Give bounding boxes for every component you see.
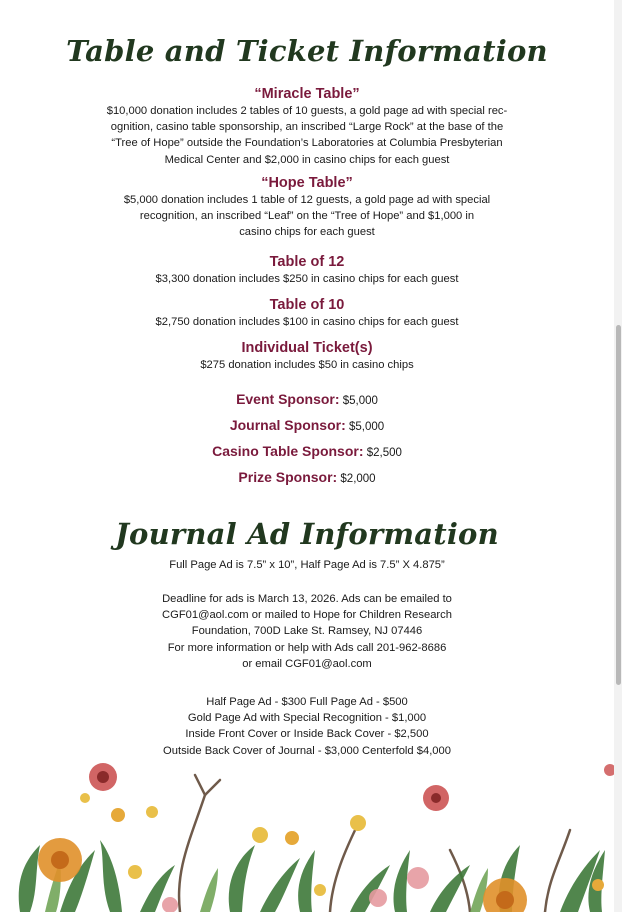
sponsor-label: Event Sponsor: (236, 391, 340, 407)
watercolor-flowers-illustration (0, 750, 614, 912)
table-of-12-heading: Table of 12 (269, 254, 345, 270)
table-info-title: Table and Ticket Information (66, 34, 548, 68)
miracle-line: $10,000 donation includes 2 tables of 10 guests, a gold page ad with special rec- (106, 105, 508, 117)
journal-ad-title: Journal Ad Information (115, 517, 499, 551)
journal-sponsor-row (0, 417, 614, 433)
hope-table-description (0, 192, 614, 241)
scrollbar-track[interactable] (614, 0, 622, 912)
individual-ticket-heading: Individual Ticket(s) (241, 340, 373, 356)
miracle-line: ognition, casino table sponsorship, an inscribed “Large Rock” at the base of the (110, 121, 504, 134)
sponsor-label: Prize Sponsor: (238, 469, 338, 485)
prize-sponsor-row (0, 469, 614, 485)
miracle-line: Medical Center and $2,000 in casino chips for each guest (164, 153, 450, 166)
price-line: Inside Front Cover or Inside Back Cover - $2,500 (185, 728, 429, 741)
individual-ticket-text: $275 donation includes $50 in casino chips (200, 359, 414, 371)
hope-line: recognition, an inscribed “Leaf” on the “Tree of Hope” and $1,000 in (139, 210, 475, 223)
table-of-12-text: $3,300 donation includes $250 in casino chips for each guest (155, 273, 459, 285)
miracle-table-description (0, 103, 614, 168)
hope-line: $5,000 donation includes 1 table of 12 guests, a gold page ad with special (123, 194, 491, 206)
sponsor-price: $2,000 (340, 473, 376, 485)
price-line: Half Page Ad - $300 Full Page Ad - $500 (206, 696, 408, 708)
hope-line: casino chips for each guest (239, 226, 375, 239)
sponsor-label: Casino Table Sponsor: (212, 443, 364, 459)
sponsor-label: Journal Sponsor: (229, 417, 346, 433)
miracle-line: “Tree of Hope” outside the Foundation’s Laboratories at Columbia Presbyterian (111, 137, 503, 150)
sponsor-price: $5,000 (348, 421, 385, 433)
deadline-line: Foundation, 700D Lake St. Ramsey, NJ 07446 (191, 625, 423, 638)
scrollbar-thumb[interactable] (616, 325, 621, 685)
ad-deadline-block (0, 591, 614, 672)
price-line: Gold Page Ad with Special Recognition - $1,000 (187, 712, 427, 725)
deadline-line: For more information or help with Ads call 201-962-8686 (167, 641, 447, 654)
deadline-line: Deadline for ads is March 13, 2026. Ads can be emailed to (162, 593, 452, 605)
ad-size-line: Full Page Ad is 7.5” x 10”, Half Page Ad is 7.5” X 4.875” (169, 559, 445, 571)
hope-table-heading: “Hope Table” (261, 175, 353, 191)
event-sponsor-row (0, 391, 614, 407)
sponsor-price: $2,500 (366, 447, 402, 459)
table-of-10-text: $2,750 donation includes $100 in casino chips for each guest (155, 316, 459, 328)
deadline-line: CGF01@aol.com or mailed to Hope for Children Research (162, 609, 452, 622)
casino-table-sponsor-row (0, 443, 614, 459)
table-of-10-heading: Table of 10 (269, 297, 345, 313)
miracle-table-heading: “Miracle Table” (254, 86, 360, 102)
sponsor-price: $5,000 (342, 395, 378, 407)
deadline-line: or email CGF01@aol.com (242, 657, 372, 670)
price-line: Outside Back Cover of Journal - $3,000 Centerfold $4,000 (163, 744, 451, 757)
